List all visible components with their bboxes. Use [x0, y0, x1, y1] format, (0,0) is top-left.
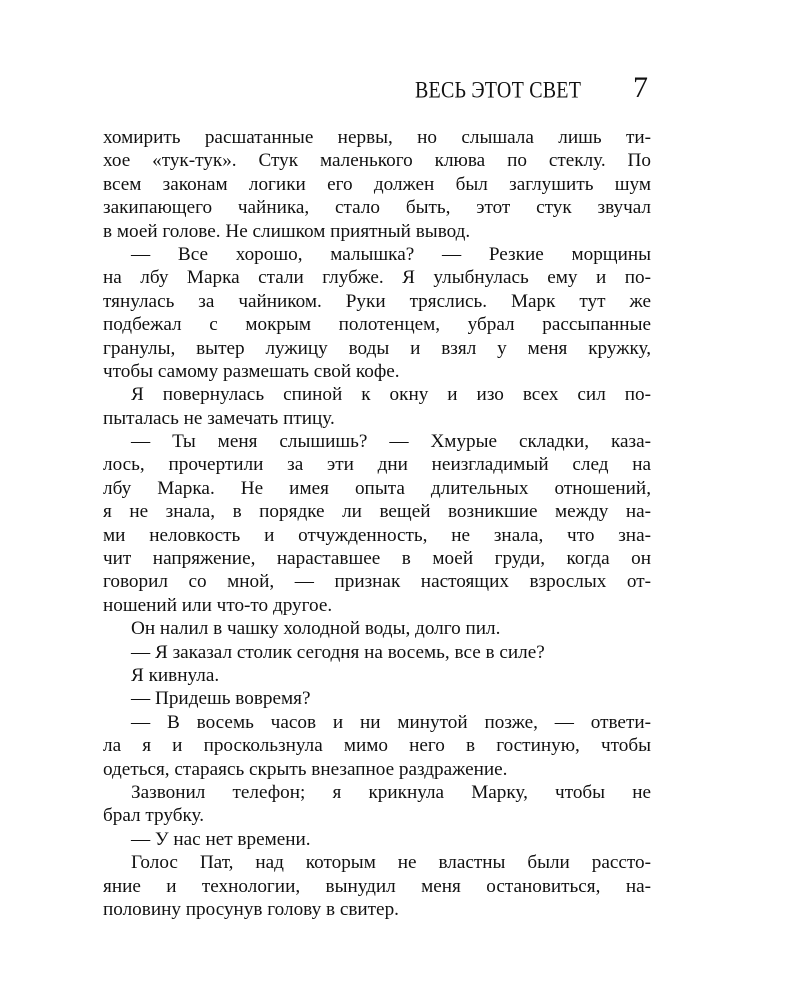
text-line: ми неловкость и отчужденность, не знала, что зна-	[103, 524, 651, 546]
text-line: закипающего чайника, стало быть, этот стук звучал	[103, 197, 651, 219]
text-line: ношений или что-то другое.	[103, 594, 333, 616]
text-line: я не знала, в порядке ли вещей возникшие между на-	[103, 501, 651, 523]
text-line: хое «тук-тук». Стук маленького клюва по стеклу. По	[103, 150, 651, 172]
text-line: — Все хорошо, малышка? — Резкие морщины	[131, 243, 651, 265]
text-line: Он налил в чашку холодной воды, долго пил.	[131, 618, 501, 640]
text-line: Я кивнула.	[131, 664, 220, 686]
text-line: одеться, стараясь скрыть внезапное раздражение.	[103, 758, 508, 780]
text-line: — Ты меня слышишь? — Хмурые складки, каза-	[131, 431, 651, 453]
text-line: яние и технологии, вынудил меня остановиться, на-	[103, 875, 651, 897]
text-line: тянулась за чайником. Руки тряслись. Марк тут же	[103, 290, 651, 312]
text-line: — В восемь часов и ни минутой позже, — ответи-	[131, 711, 651, 733]
text-line: чтобы самому размешать свой кофе.	[103, 360, 400, 382]
text-line: лбу Марка. Не имея опыта длительных отношений,	[103, 477, 651, 499]
text-line: в моей голове. Не слишком приятный вывод.	[103, 220, 471, 242]
text-line: пыталась не замечать птицу.	[103, 407, 335, 429]
text-line: всем законам логики его должен был заглушить шум	[103, 173, 651, 195]
text-line: подбежал с мокрым полотенцем, убрал рассыпанные	[103, 314, 651, 336]
text-line: Я повернулась спиной к окну и изо всех сил по-	[131, 384, 651, 406]
text-line: половину просунув голову в свитер.	[103, 898, 399, 920]
page-number: 7	[633, 71, 648, 104]
text-line: — У нас нет времени.	[131, 828, 311, 850]
text-line: чит напряжение, нараставшее в моей груди, когда он	[103, 548, 651, 570]
text-line: ла я и проскользнула мимо него в гостиную, чтобы	[103, 735, 651, 757]
running-title: ВЕСЬ ЭТОТ СВЕТ	[415, 78, 582, 104]
text-line: говорил со мной, — признак настоящих взрослых от-	[103, 571, 651, 593]
text-line: Зазвонил телефон; я крикнула Марку, чтобы не	[131, 781, 651, 803]
text-line: брал трубку.	[103, 805, 204, 827]
text-line: — Я заказал столик сегодня на восемь, все в силе?	[131, 641, 545, 663]
text-line: гранулы, вытер лужицу воды и взял у меня кружку,	[103, 337, 651, 359]
text-line: лось, прочертили за эти дни неизгладимый след на	[103, 454, 651, 476]
text-line: Голос Пат, над которым не властны были рассто-	[131, 852, 651, 874]
text-line: — Придешь вовремя?	[131, 688, 311, 710]
body-text	[103, 126, 651, 921]
text-line: хомирить расшатанные нервы, но слышала лишь ти-	[103, 127, 651, 148]
text-line: на лбу Марка стали глубже. Я улыбнулась ему и по-	[103, 267, 651, 289]
